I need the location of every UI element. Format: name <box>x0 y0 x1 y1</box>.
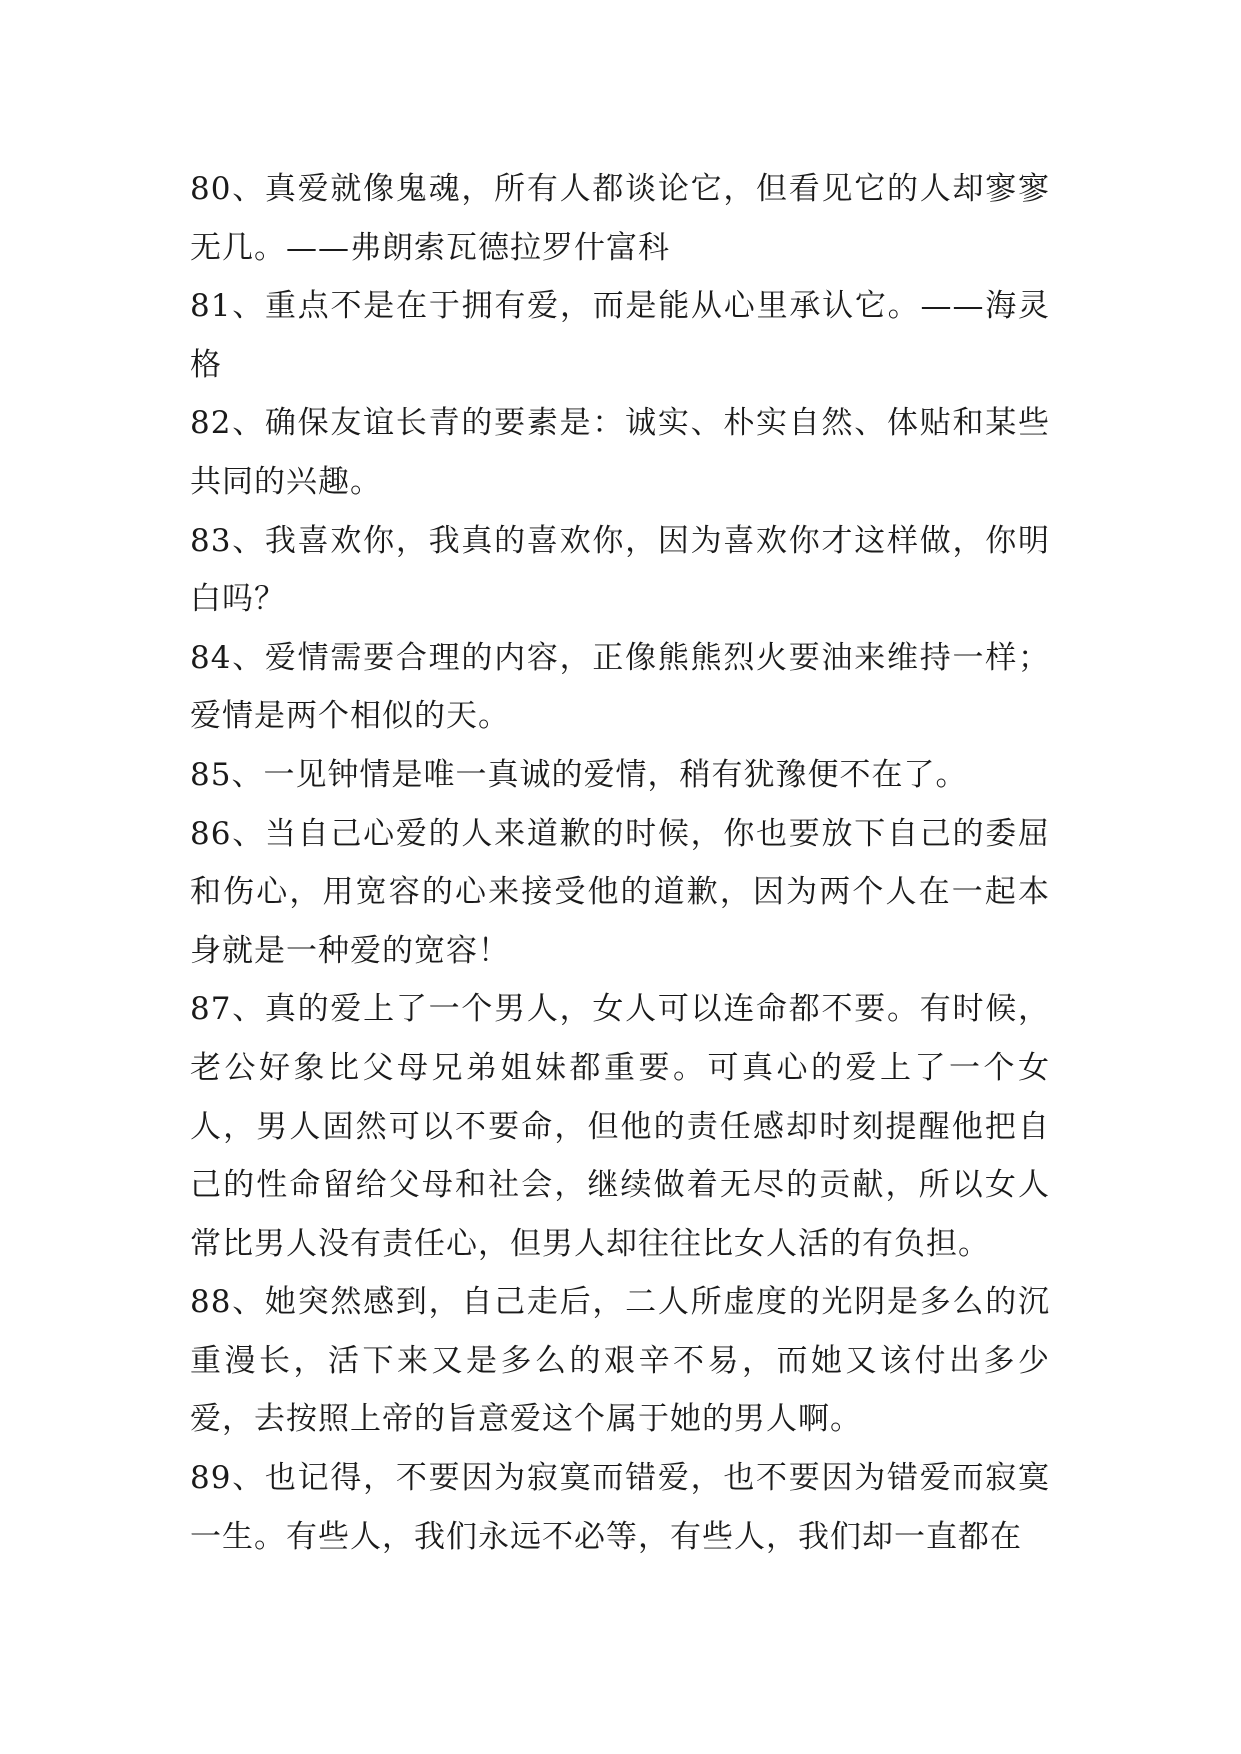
quote-entry-85: 85、一见钟情是唯一真诚的爱情，稍有犹豫便不在了。 <box>190 756 968 793</box>
quote-entry-84: 84、爱情需要合理的内容，正像熊熊烈火要油来维持一样；爱情是两个相似的天。 <box>190 639 1050 735</box>
quote-entry-81: 81、重点不是在于拥有爱，而是能从心里承认它。——海灵格 <box>190 288 1050 383</box>
document-body <box>190 160 1050 1566</box>
quote-entry-88: 88、她突然感到，自己走后，二人所虚度的光阴是多么的沉重漫长，活下来又是多么的艰辛不易，而她又该付出多少爱，去按照上帝的旨意爱这个属于她的男人啊。 <box>190 1284 1050 1438</box>
quote-entry-89: 89、也记得，不要因为寂寞而错爱，也不要因为错爱而寂寞一生。有些人，我们永远不必等，有些人，我们却一直都在 <box>190 1460 1050 1555</box>
quote-entry-80: 80、真爱就像鬼魂，所有人都谈论它，但看见它的人却寥寥无几。——弗朗索瓦德拉罗什富科 <box>190 171 1050 266</box>
quote-entry-86: 86、当自己心爱的人来道歉的时候，你也要放下自己的委屈和伤心，用宽容的心来接受他的道歉，因为两个人在一起本身就是一种爱的宽容！ <box>190 815 1050 969</box>
quote-entry-87: 87、真的爱上了一个男人，女人可以连命都不要。有时候，老公好象比父母兄弟姐妹都重要。可真心的爱上了一个女人，男人固然可以不要命，但他的责任感却时刻提醒他把自己的性命留给父母和社会，继续做着无尽的贡献，所以女人常比男人没有责任心，但男人却往往比女人活的有负担。 <box>190 991 1050 1262</box>
quote-entry-83: 83、我喜欢你，我真的喜欢你，因为喜欢你才这样做，你明白吗？ <box>190 522 1050 618</box>
quote-entry-82: 82、确保友谊长青的要素是：诚实、朴实自然、体贴和某些共同的兴趣。 <box>190 405 1050 500</box>
